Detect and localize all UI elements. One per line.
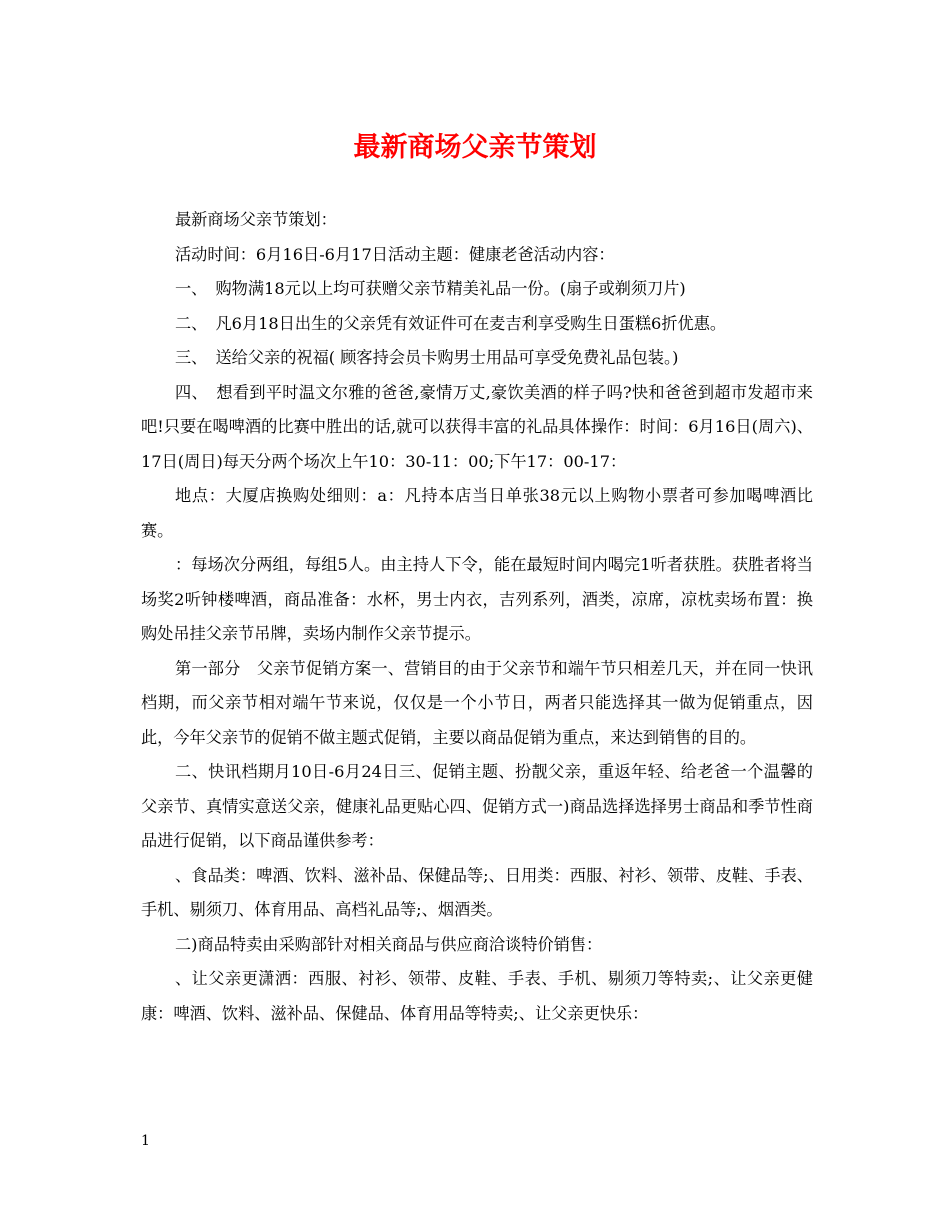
paragraph: 第一部分 父亲节促销方案一、营销目的由于父亲节和端午节只相差几天，并在同一快讯档期，而父亲节相对端午节来说，仅仅是一个小节日，两者只能选择其一做为促销重点，因此，今年父亲节的促销不做主题式促销，主要以商品促销为重点，来达到销售的目的。 [141, 658, 813, 747]
paragraph: 活动时间：6月16日-6月17日活动主题：健康老爸活动内容： [175, 244, 615, 264]
paragraph: 地点：大厦店换购处细则：a：凡持本店当日单张38元以上购物小票者可参加喝啤酒比赛。 [141, 486, 813, 540]
paragraph: 一、 购物满18元以上均可获赠父亲节精美礼品一份。(扇子或剃须刀片) [175, 279, 686, 298]
paragraph: 二、 凡6月18日出生的父亲凭有效证件可在麦吉利享受购生日蛋糕6折优惠。 [175, 313, 727, 333]
paragraph: 、食品类：啤酒、饮料、滋补品、保健品等;、日用类：西服、衬衫、领带、皮鞋、手表、手机、剔须刀、体育用品、高档礼品等;、烟酒类。 [141, 865, 813, 919]
paragraph: ：每场次分两组，每组5人。由主持人下令，能在最短时间内喝完1听者获胜。获胜者将当场奖2听钟楼啤酒，商品准备：水杯，男士内衣，吉列系列，酒类，凉席，凉枕卖场布置：换购处吊挂父亲节吊牌，卖场内制作父亲节提示。 [141, 555, 813, 643]
paragraph: 三、 送给父亲的祝福( 顾客持会员卡购男士用品可享受免费礼品包装。) [175, 348, 679, 367]
document-title: 最新商场父亲节策划 [353, 132, 597, 163]
paragraph: 二、快讯档期月10日-6月24日三、促销主题、扮靓父亲，重返年轻、给老爸一个温馨的父亲节、真情实意送父亲，健康礼品更贴心四、促销方式一)商品选择选择男士商品和季节性商品进行促销，以下商品谨供参考： [141, 762, 813, 850]
paragraph: 四、 想看到平时温文尔雅的爸爸,豪情万丈,豪饮美酒的样子吗?快和爸爸到超市发超市来吧!只要在喝啤酒的比赛中胜出的话,就可以获得丰富的礼品具体操作：时间：6月16日(周六)、17日(周日)每天分两个场次上午10：30-11：00;下午17：00-17： [141, 382, 813, 471]
paragraph: 二)商品特卖由采购部针对相关商品与供应商洽谈特价销售： [175, 934, 603, 954]
paragraph: 、让父亲更潇洒：西服、衬衫、领带、皮鞋、手表、手机、剔须刀等特卖;、让父亲更健康：啤酒、饮料、滋补品、保健品、体育用品等特卖;、让父亲更快乐： [141, 969, 813, 1023]
paragraph: 最新商场父亲节策划： [175, 210, 337, 229]
page-number: 1 [141, 1133, 150, 1149]
document-body [141, 203, 813, 1031]
